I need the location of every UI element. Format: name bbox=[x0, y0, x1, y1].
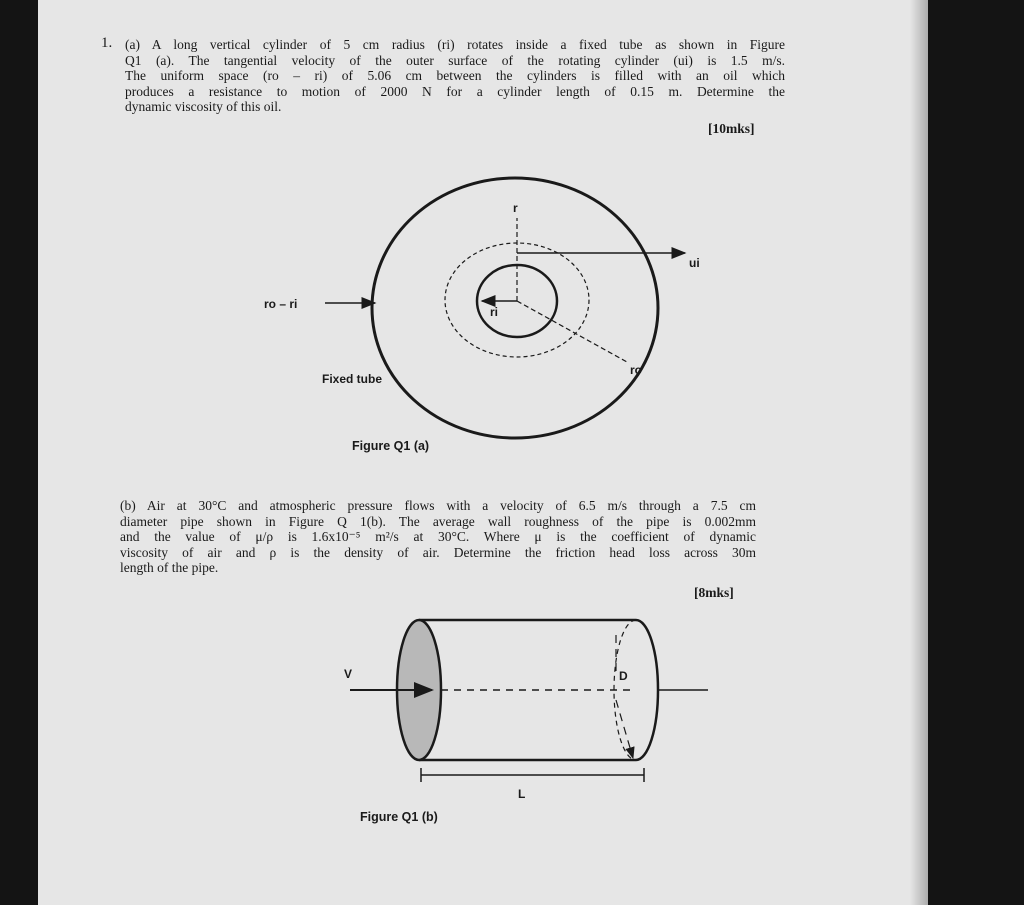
part-b-line: and the value of μ/ρ is 1.6x10⁻⁵ m²/s at 30°C. Where μ is the coefficient of dynamic bbox=[120, 529, 756, 544]
part-b-line: diameter pipe shown in Figure Q 1(b). The average wall roughness of the pipe is 0.002mm bbox=[120, 513, 756, 529]
part-a-line: dynamic viscosity of this oil. bbox=[125, 99, 282, 114]
label-v: V bbox=[344, 667, 353, 681]
part-b-line: viscosity of air and ρ is the density of air. Determine the friction head loss across 30m bbox=[120, 544, 756, 560]
ro-radius-line bbox=[517, 301, 627, 362]
figure-q1b bbox=[344, 620, 708, 801]
label-l: L bbox=[518, 787, 526, 801]
part-a-line: The uniform space (ro – ri) of 5.06 cm between the cylinders is filled with an oil which bbox=[125, 68, 785, 83]
label-r: r bbox=[513, 201, 518, 215]
figure-a-caption: Figure Q1 (a) bbox=[352, 439, 430, 453]
part-b-marks: [8mks] bbox=[694, 585, 734, 600]
label-fixed-tube: Fixed tube bbox=[322, 372, 383, 386]
part-a-line: produces a resistance to motion of 2000 N for a cylinder length of 0.15 m. Determine the bbox=[125, 83, 785, 99]
part-a-marks: [10mks] bbox=[708, 121, 755, 136]
label-ri: ri bbox=[490, 305, 499, 319]
figure-b-caption: Figure Q1 (b) bbox=[360, 810, 438, 824]
question-number: 1. bbox=[101, 35, 113, 51]
part-a-line: (a) A long vertical cylinder of 5 cm radius (ri) rotates inside a fixed tube as shown in Figure bbox=[125, 37, 785, 52]
outer-fixed-tube-circle bbox=[372, 178, 658, 438]
part-a-line: Q1 (a). The tangential velocity of the outer surface of the rotating cylinder (ui) is 1.5 m/s. bbox=[125, 52, 785, 68]
pipe-outlet-face bbox=[636, 620, 658, 760]
label-ro: ro bbox=[630, 363, 642, 377]
part-b-line: (b) Air at 30°C and atmospheric pressure flows with a velocity of 6.5 m/s through a 7.5 cm bbox=[120, 498, 756, 513]
label-ui: ui bbox=[689, 256, 700, 270]
label-ro-minus-ri: ro – ri bbox=[264, 297, 298, 311]
label-d: D bbox=[619, 669, 628, 683]
part-b-line: length of the pipe. bbox=[120, 560, 219, 575]
question-part-b-text bbox=[120, 498, 756, 576]
